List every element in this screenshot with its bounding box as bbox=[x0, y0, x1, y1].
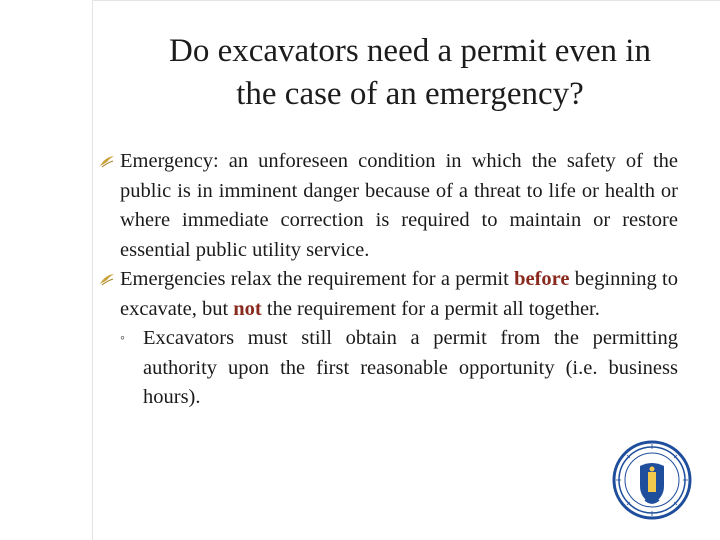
emphasis-before: before bbox=[514, 268, 570, 290]
relax-text-2: beginning to excavate, but bbox=[120, 268, 678, 320]
page-title bbox=[110, 30, 710, 116]
relax-text-3: the requirement for a permit all together. bbox=[261, 297, 600, 320]
sub-bullet-obtain-permit bbox=[96, 324, 678, 413]
slide-content bbox=[96, 147, 678, 413]
term-emergency: Emergency bbox=[120, 150, 213, 172]
slide-frame-left bbox=[92, 0, 93, 540]
wing-bullet-icon bbox=[99, 273, 115, 287]
title-line-1: Do excavators need a permit even in bbox=[169, 33, 651, 69]
bullet-emergencies-relax bbox=[96, 265, 678, 324]
massachusetts-seal-icon bbox=[612, 440, 692, 520]
circle-bullet-icon: ◦ bbox=[120, 331, 125, 346]
slide-frame-top bbox=[92, 0, 720, 1]
emphasis-not: not bbox=[233, 297, 262, 320]
relax-text-1: Emergencies relax the requirement for a permit bbox=[120, 268, 515, 290]
definition-text: : an unforeseen condition in which the safety of the public is in imminent danger because of a threat to life or health or where immediate correction is required to maintain or restore essential public utility service. bbox=[120, 150, 678, 261]
bullet-emergency-definition bbox=[96, 147, 678, 265]
wing-bullet-icon bbox=[99, 155, 115, 169]
title-line-2: the case of an emergency? bbox=[236, 76, 584, 112]
sub-bullet-text: Excavators must still obtain a permit from the permitting authority upon the first reasonable opportunity (i.e. business hours). bbox=[143, 327, 678, 408]
